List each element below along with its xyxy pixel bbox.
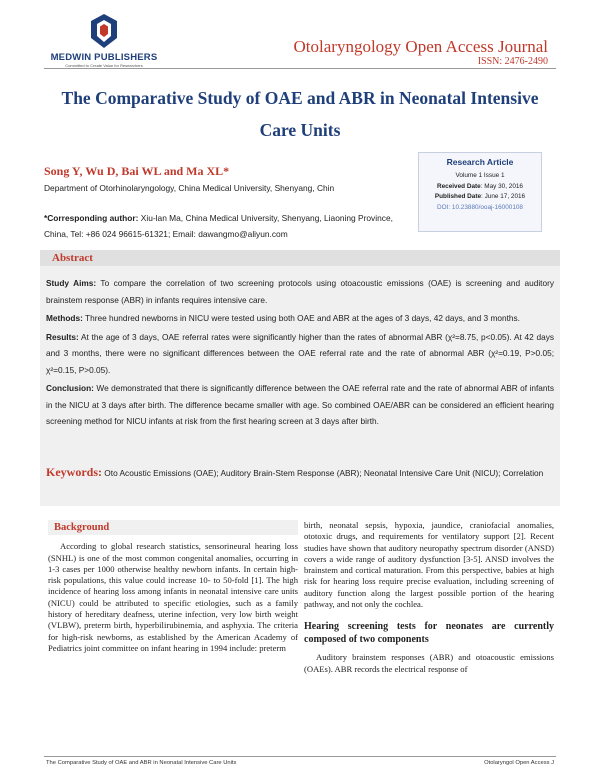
abstract-results-label: Results: [46, 331, 79, 342]
abstract-aims-label: Study Aims: [46, 278, 97, 288]
publisher-name: MEDWIN PUBLISHERS [50, 52, 158, 63]
publisher-logo [44, 14, 164, 70]
body-paragraph-continued: birth, neonatal sepsis, hypoxia, jaundice, craniofacial anomalies, ototoxic drugs, and requirements for ventilatory support [2]. Recent studies have shown that auditory neuropathy spectrum disorder (ANSD) covers a wide range of auditory dysfunction [3-5]. ANSD involves the brainstem and cortical maturation. From this perspective, babies at high risk for hearing loss require precise evaluation, including screening of auditory function along the largest possible portion of the hearing pathway, and not only the cochlea. [304, 520, 554, 610]
background-paragraph: According to global research statistics, sensorineural hearing loss (SNHL) is one of the most common congenital anomalies, occurring in 1-3 cases per 1000 otherwise healthy newborn infants. In certain high-risk populations, this value could increase 10- to 50-fold [1]. The high incidence of hearing loss among infants in neonatal intensive care units (NICU) could be attributed to specific etiologies, such as a family history of hereditary deafness, uterine infection, very low birth weight (VLBW), preterm birth, hyperbilirubinemia, and asphyxia. The criteria for high-risk newborns, as established by the American Academy of Pediatrics joint committee on infant hearing in 1994 include: preterm [48, 541, 298, 653]
keywords-text: Oto Acoustic Emissions (OAE); Auditory Brain-Stem Response (ABR); Neonatal Intensive Care Unit (NICU); Correlation [102, 468, 544, 478]
author-affiliation: Department of Otorhinolaryngology, China Medical University, Shenyang, Chin [44, 183, 335, 193]
publisher-tagline: Committed to Create Value for Researchers [65, 63, 143, 68]
abstract-header [40, 250, 560, 266]
header-divider [44, 68, 556, 69]
abstract-body [46, 275, 554, 432]
keywords-label: Keywords: [46, 465, 102, 479]
abstract-methods-text: Three hundred newborns in NICU were tested using both OAE and ABR at the ages of 3 days, 42 days, and 3 months. [82, 313, 520, 323]
published-date-label: Published Date [434, 193, 482, 200]
abstract-conclusion-label: Conclusion: [46, 383, 94, 393]
paper-title: The Comparative Study of OAE and ABR in Neonatal Intensive Care Units [61, 88, 539, 140]
received-date-label: Received Date [437, 182, 481, 190]
footer-running-title: The Comparative Study of OAE and ABR in Neonatal Intensive Care Units [46, 760, 237, 766]
doi-link[interactable]: DOI: 10.23880/ooaj-16000108 [437, 203, 523, 211]
corresponding-author-details: Xiu-lan Ma, China Medical University, Shenyang, Liaoning Province, China, Tel: +86 024 96615-61321; Email: dawangmo@aliyun.com [44, 213, 393, 239]
published-date-value: : June 17, 2016 [481, 193, 526, 200]
abstract-conclusion-text: We demonstrated that there is significantly difference between the OAE referral rate and the rate of abnormal ABR of infants in the NICU at 3 days after birth. The difference became smaller with age. So combined OAE/ABR can be considered an efficient hearing screening method for NICU infants at risk from the first hearing screen at 3 days after birth. [46, 383, 554, 426]
abstract-results [46, 329, 554, 379]
journal-issn: ISSN: 2476-2490 [477, 56, 548, 67]
abstract-heading: Abstract [52, 252, 93, 264]
publisher-logo-icon [91, 14, 117, 48]
abstract-aims-text: To compare the correlation of two screening protocols using otoacoustic emissions (OAE) is screening and auditory brainstem response (ABR) in infants requires intensive care. [46, 278, 554, 305]
keywords [46, 464, 554, 482]
received-date [425, 182, 535, 193]
abstract-aims [46, 275, 554, 308]
corresponding-author-label: *Corresponding author: [44, 213, 139, 223]
journal-title: Otolaryngology Open Access Journal [293, 37, 548, 56]
volume-issue: Volume 1 Issue 1 [455, 172, 505, 179]
abstract-methods [46, 310, 554, 327]
article-info-box [418, 152, 542, 232]
abstract-results-text: At the age of 3 days, OAE referral rates were significantly higher than the rates of abnormal ABR (χ²=8.75, p<0.05). At 42 days and 3 months, there were no significant differences between the OAE referral rate and the rate of abnormal ABR (χ²=0.19, P>0.05; χ²=0.15, P>0.05). [46, 331, 554, 375]
received-date-value: : May 30, 2016 [480, 182, 523, 190]
background-heading: Background [48, 520, 298, 535]
footer-journal-abbrev: Otolaryngol Open Access J [484, 760, 554, 766]
abstract-section [40, 250, 560, 506]
author-list: Song Y, Wu D, Bai WL and Ma XL* [44, 164, 230, 178]
article-type: Research Article [446, 157, 514, 167]
abstract-methods-label: Methods: [46, 313, 83, 323]
corresponding-author [44, 210, 394, 242]
body-column-right [304, 520, 554, 675]
published-date [425, 192, 535, 203]
abstract-conclusion [46, 380, 554, 430]
footer-divider [44, 756, 556, 757]
screening-paragraph: Auditory brainstem responses (ABR) and otoacoustic emissions (OAEs). ABR records the electrical response of [304, 652, 554, 674]
body-column-left [48, 520, 298, 654]
screening-subheading: Hearing screening tests for neonates are currently composed of two components [304, 621, 554, 646]
